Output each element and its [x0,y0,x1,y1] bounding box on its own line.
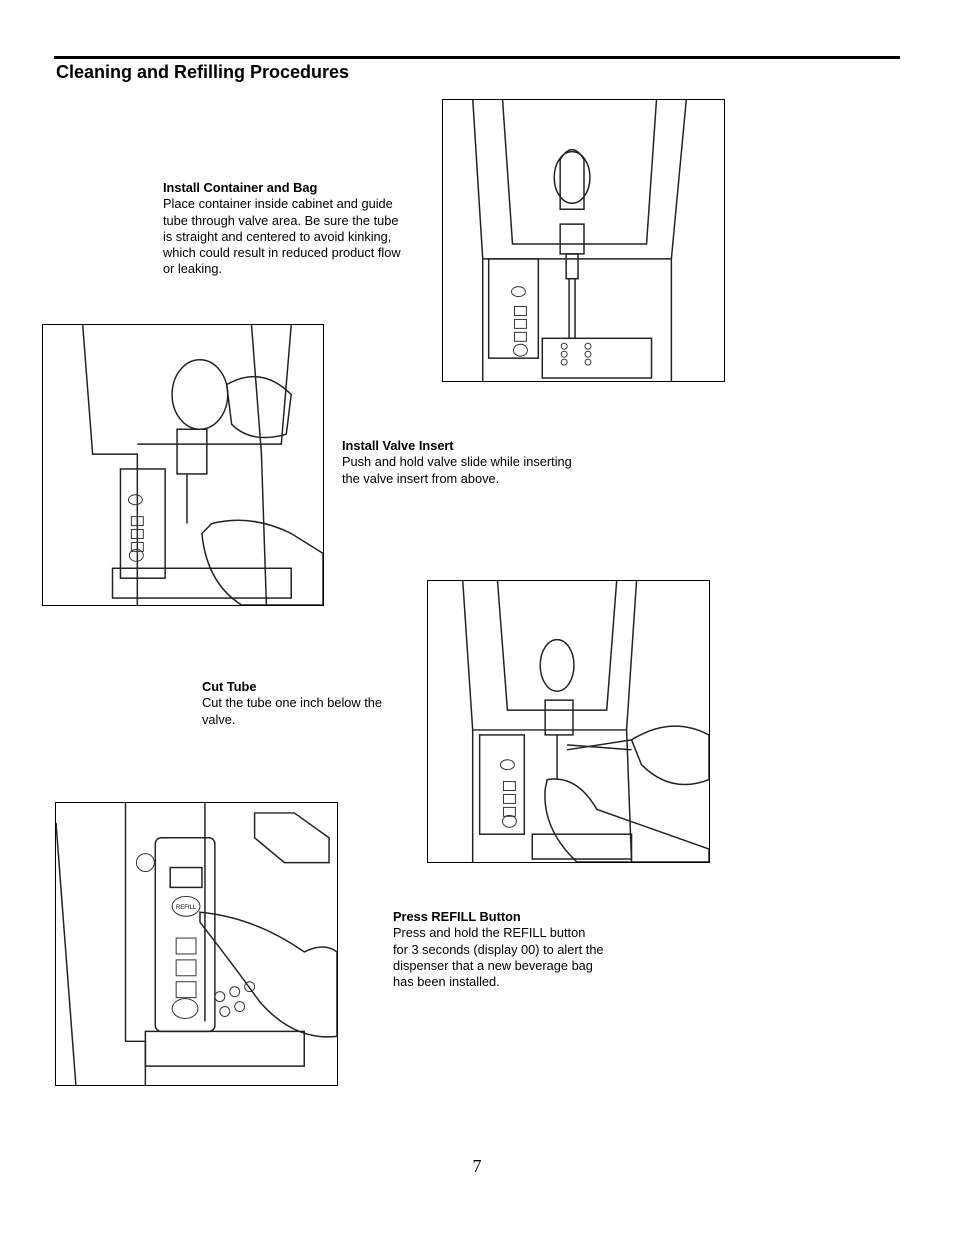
step-text-line: Push and hold valve slide while inserting [342,454,572,470]
step-text-line: which could result in reduced product flow [163,245,401,261]
step-install-container [163,180,401,278]
step-text-line: for 3 seconds (display 00) to alert the [393,941,604,957]
page-title: Cleaning and Refilling Procedures [56,62,350,82]
step-heading: Cut Tube [202,679,257,694]
step-install-valve-insert [342,438,572,487]
step-press-refill [393,909,604,990]
step-heading: Install Container and Bag [163,180,318,195]
refill-button-label: REFILL [176,905,197,912]
step-text-line: has been installed. [393,974,500,990]
dispenser-illustration [443,100,724,381]
photo-container-installed [442,99,725,382]
step-text-line: or leaking. [163,261,223,277]
step-text-line: valve. [202,711,236,727]
cut-tube-illustration [428,581,709,862]
step-text-line: Place container inside cabinet and guide [163,196,393,212]
photo-valve-insert [42,324,324,606]
valve-insert-illustration [43,325,323,605]
step-cut-tube [202,679,382,728]
header-rule [54,56,900,59]
step-text-line: is straight and centered to avoid kinking, [163,228,392,244]
photo-cut-tube [427,580,710,863]
step-text-line: tube through valve area. Be sure the tube [163,212,399,228]
step-heading: Press REFILL Button [393,909,521,924]
refill-button-illustration [56,803,337,1085]
photo-press-refill [55,802,338,1086]
step-text-line: Press and hold the REFILL button [393,925,586,941]
step-heading: Install Valve Insert [342,438,454,453]
step-text-line: Cut the tube one inch below the [202,695,382,711]
step-text-line: dispenser that a new beverage bag [393,957,593,973]
step-text-line: the valve insert from above. [342,470,500,486]
page-number: 7 [472,1156,482,1176]
